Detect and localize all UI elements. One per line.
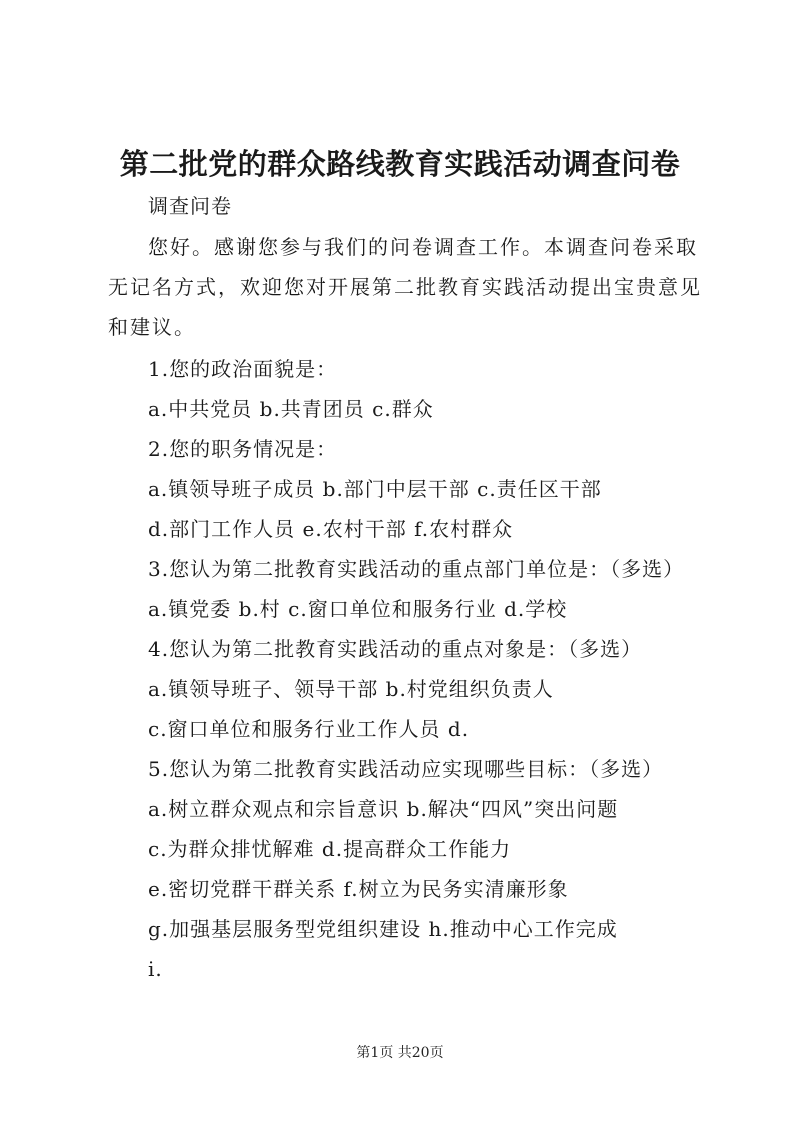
options-2a: a.镇领导班子成员 b.部门中层干部 c.责任区干部 [148, 477, 602, 501]
question-2: 2.您的职务情况是： [148, 437, 338, 461]
options-5e: i. [148, 957, 163, 981]
intro-paragraph: 您好。感谢您参与我们的问卷调查工作。本调查问卷采取无记名方式，欢迎您对开展第二批教育实践活动提出宝贵意见和建议。 [108, 235, 702, 339]
options-4a: a.镇领导班子、领导干部 b.村党组织负责人 [148, 677, 554, 701]
options-4b: c.窗口单位和服务行业工作人员 d. [148, 717, 470, 741]
page-title: 第二批党的群众路线教育实践活动调查问卷 [119, 147, 681, 181]
options-5c: e.密切党群干群关系 f.树立为民务实清廉形象 [148, 877, 569, 901]
options-5d: g.加强基层服务型党组织建设 h.推动中心工作完成 [148, 917, 618, 941]
options-3: a.镇党委 b.村 c.窗口单位和服务行业 d.学校 [148, 597, 568, 621]
question-5: 5.您认为第二批教育实践活动应实现哪些目标：（多选） [148, 757, 664, 781]
page-footer: 第1页 共20页 [356, 1045, 444, 1061]
question-4: 4.您认为第二批教育实践活动的重点对象是：（多选） [148, 637, 643, 661]
section-subtitle: 调查问卷 [148, 194, 232, 218]
options-2b: d.部门工作人员 e.农村干部 f.农村群众 [148, 517, 514, 541]
options-1: a.中共党员 b.共青团员 c.群众 [148, 397, 434, 421]
options-5a: a.树立群众观点和宗旨意识 b.解决“四风”突出问题 [148, 797, 619, 821]
question-3: 3.您认为第二批教育实践活动的重点部门单位是：（多选） [148, 557, 685, 581]
question-1: 1.您的政治面貌是： [148, 357, 338, 381]
options-5b: c.为群众排忧解难 d.提高群众工作能力 [148, 837, 512, 861]
